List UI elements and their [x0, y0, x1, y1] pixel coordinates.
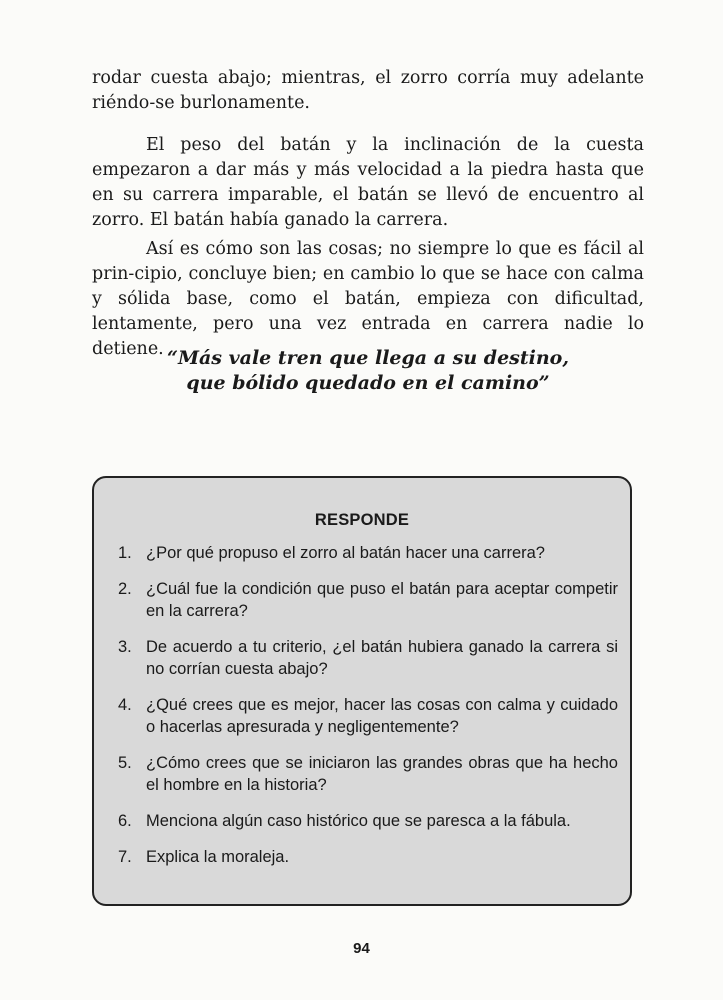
- question-number: 5.: [118, 754, 132, 772]
- question-number: 6.: [118, 812, 132, 830]
- question-text: ¿Cuál fue la condición que puso el batán para aceptar competir en la carrera?: [146, 580, 618, 620]
- question-item: [118, 846, 618, 868]
- story-paragraph-1: rodar cuesta abajo; mientras, el zorro corría muy adelante riéndo-se burlonamente.: [92, 68, 644, 113]
- question-text: ¿Qué crees que es mejor, hacer las cosas con calma y cuidado o hacerlas apresurada y negligentemente?: [146, 696, 618, 736]
- question-list: [118, 542, 618, 882]
- question-number: 1.: [118, 544, 132, 562]
- question-text: Menciona algún caso histórico que se paresca a la fábula.: [146, 812, 571, 830]
- moral-line-2: que bólido quedado en el camino”: [186, 372, 550, 394]
- question-item: [118, 542, 618, 564]
- question-text: ¿Cómo crees que se iniciaron las grandes obras que ha hecho el hombre en la historia?: [146, 754, 618, 794]
- question-text: De acuerdo a tu criterio, ¿el batán hubiera ganado la carrera si no corrían cuesta abajo?: [146, 638, 618, 678]
- question-item: [118, 694, 618, 738]
- question-text: ¿Por qué propuso el zorro al batán hacer una carrera?: [146, 544, 545, 562]
- question-text: Explica la moraleja.: [146, 848, 290, 866]
- question-item: [118, 752, 618, 796]
- question-item: [118, 636, 618, 680]
- question-item: [118, 810, 618, 832]
- question-item: [118, 578, 618, 622]
- responde-title: RESPONDE: [314, 511, 410, 529]
- moral-quote: [92, 346, 644, 396]
- question-number: 3.: [118, 638, 132, 656]
- question-number: 7.: [118, 848, 132, 866]
- story-paragraph-2: El peso del batán y la inclinación de la cuesta empezaron a dar más y más velocidad a la piedra hasta que en su carrera imparable, el batán se llevó de encuentro al zorro. El batán había ganado la carrera.: [92, 135, 644, 230]
- question-number: 4.: [118, 696, 132, 714]
- moral-line-1: “Más vale tren que llega a su destino,: [167, 347, 569, 369]
- responde-box: [92, 476, 632, 906]
- page-number: 94: [353, 940, 370, 957]
- story-paragraph-3: Así es cómo son las cosas; no siempre lo que es fácil al prin-cipio, concluye bien; en cambio lo que se hace con calma y sólida base, como el batán, empieza con dificultad, lentamente, pero una vez entrada en carrera nadie lo detiene.: [92, 239, 644, 359]
- question-number: 2.: [118, 580, 132, 598]
